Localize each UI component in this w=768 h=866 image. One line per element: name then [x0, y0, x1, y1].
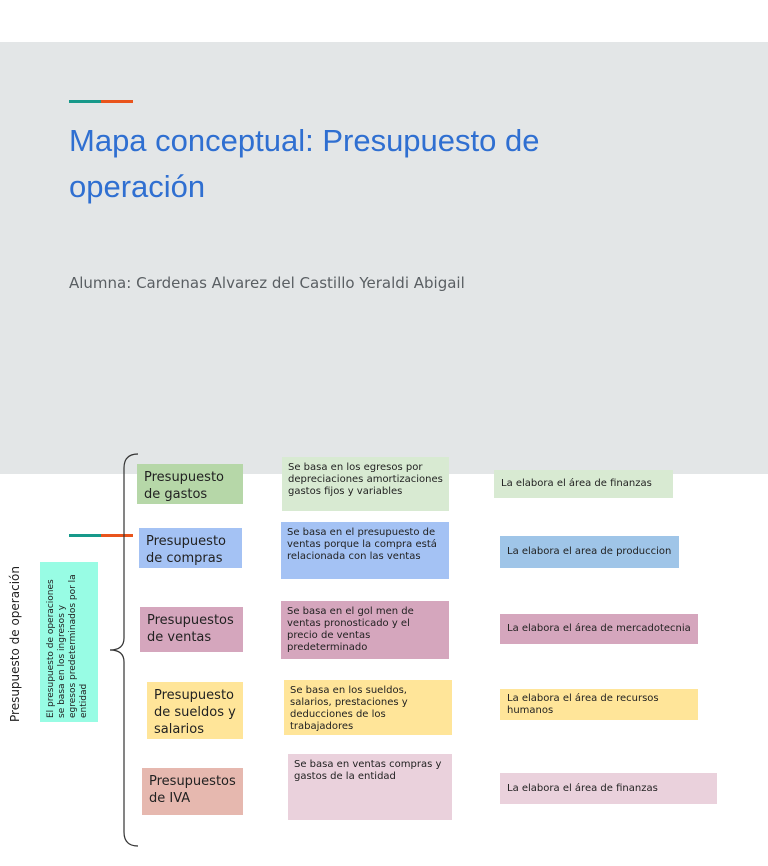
- root-concept-label: [5, 566, 25, 742]
- description-box-sueldos: Se basa en los sueldos, salarios, prestaciones y deducciones de los trabajadores: [284, 680, 452, 735]
- description-box-gastos: Se basa en los egresos por depreciaciones amortizaciones gastos fijos y variables: [282, 457, 449, 511]
- responsible-box-sueldos: La elabora el área de recursos humanos: [500, 689, 698, 720]
- responsible-box-ventas: La elabora el área de mercadotecnia: [500, 614, 698, 644]
- category-box-sueldos: Presupuesto de sueldos y salarios: [147, 682, 243, 739]
- category-box-compras: Presupuesto de compras: [139, 528, 242, 568]
- responsible-box-compras: La elabora el area de produccion: [500, 536, 679, 568]
- definition-text: El presupuesto de operaciones se basa en los ingresos y egresos predeterminados por la entidad: [46, 574, 89, 718]
- description-box-ventas: Se basa en el gol men de ventas pronosticado y el precio de ventas predeterminado: [281, 601, 449, 659]
- category-box-gastos: Presupuesto de gastos: [137, 464, 243, 504]
- title-slide-background: [0, 42, 768, 474]
- author-subtitle: Alumna: Cardenas Alvarez del Castillo Yeraldi Abigail: [69, 274, 465, 292]
- responsible-box-iva: La elabora el área de finanzas: [500, 773, 717, 804]
- page-title: Mapa conceptual: Presupuesto de operación: [69, 123, 540, 204]
- category-box-iva: Presupuestos de IVA: [142, 768, 243, 815]
- accent-line-teal: [69, 100, 101, 103]
- responsible-box-gastos: La elabora el área de finanzas: [494, 470, 673, 498]
- root-concept-text: Presupuesto de operación: [8, 566, 22, 722]
- accent-line-teal-2: [69, 534, 101, 537]
- accent-line-orange: [101, 100, 133, 103]
- description-box-compras: Se basa en el presupuesto de ventas porque la compra está relacionada con las ventas: [281, 522, 449, 579]
- definition-box: [40, 562, 98, 722]
- category-box-ventas: Presupuestos de ventas: [140, 607, 243, 652]
- curly-brace-icon: [104, 452, 144, 848]
- description-box-iva: Se basa en ventas compras y gastos de la entidad: [288, 754, 452, 820]
